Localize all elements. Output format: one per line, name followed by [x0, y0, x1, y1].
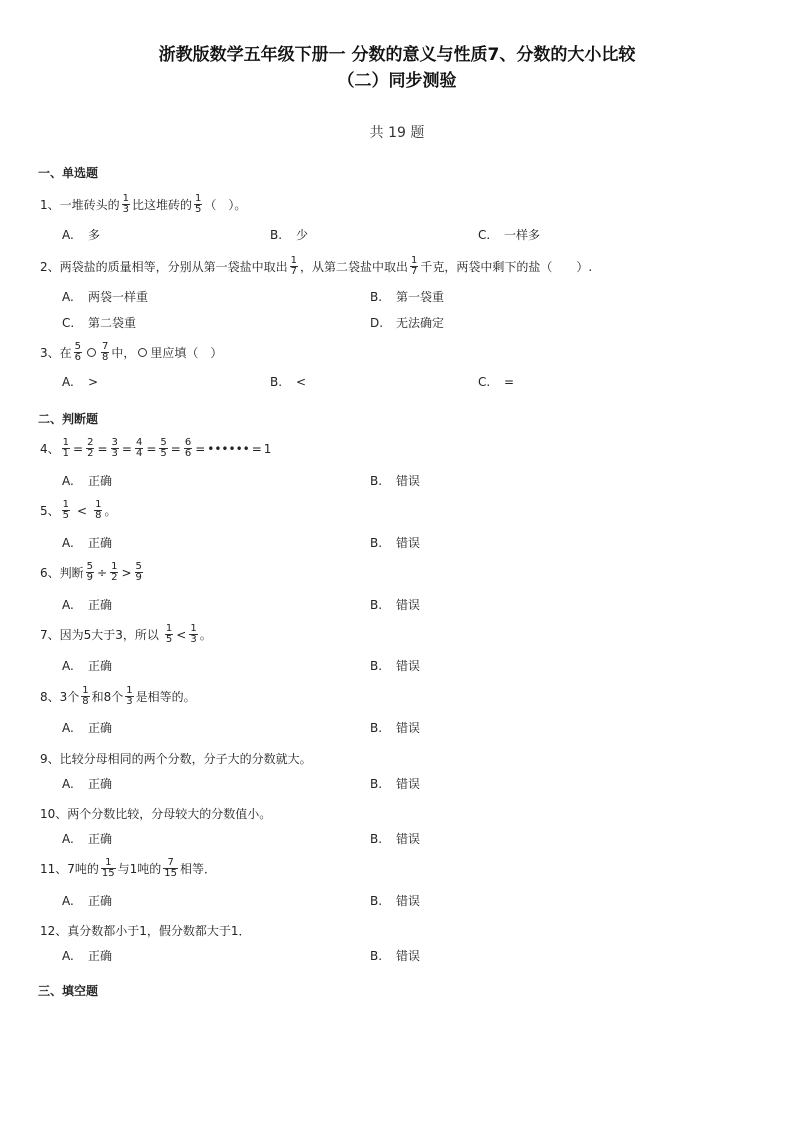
- fraction: $\frac{1}{3}$: [126, 685, 133, 707]
- fraction: $\frac{7}{8}$: [102, 341, 109, 363]
- option-b[interactable]: B. 错误: [370, 777, 421, 791]
- fraction: $\frac{5}{9}$: [86, 561, 94, 583]
- section-heading-true-false: 二、判断题: [38, 412, 99, 426]
- option-c[interactable]: C. 一样多: [478, 228, 541, 242]
- question-number: 12、: [40, 924, 68, 938]
- option-b[interactable]: B. 错误: [370, 832, 421, 846]
- option-b[interactable]: B. 第一袋重: [370, 290, 445, 304]
- question-text: 相等．: [180, 862, 217, 876]
- page-title-line2: （二）同步测验: [337, 71, 457, 91]
- fraction: $\frac{1}{2}$: [111, 561, 118, 583]
- question-text: 比较分母相同的两个分数，分子大的分数就大。: [59, 752, 312, 766]
- option-c[interactable]: C. =: [478, 375, 515, 389]
- fraction: $\frac{1}{15}$: [101, 857, 115, 879]
- question-text: 比这堆砖的: [132, 198, 193, 212]
- fraction: $\frac{1}{8}$: [82, 685, 89, 707]
- question-text: 千克，两袋中剩下的盐（ ）.: [420, 260, 593, 274]
- option-b[interactable]: B. 少: [270, 228, 309, 242]
- question-text: 两袋盐的质量相等，分别从第一袋盐中取出: [59, 260, 288, 274]
- question-text: 真分数都小于1，假分数都大于1．: [67, 924, 251, 938]
- fraction: $\frac{1}{1}$: [62, 437, 70, 459]
- fraction: $\frac{1}{7}$: [290, 255, 298, 277]
- question-number: 7、: [40, 628, 60, 642]
- option-a[interactable]: A. 正确: [62, 598, 113, 612]
- question-count: 共 19 题: [369, 125, 425, 141]
- question-number: 11、: [40, 862, 68, 876]
- question-7: 7、 因为5大于3，所以 $\frac{1}{5}$ < $\frac{1}{3}$ 。: [40, 623, 212, 645]
- option-c[interactable]: C. 第二袋重: [62, 316, 137, 330]
- fraction: $\frac{1}{3}$: [190, 623, 197, 645]
- option-b[interactable]: B. 错误: [370, 949, 421, 963]
- option-a[interactable]: A. 多: [62, 228, 101, 242]
- fraction: $\frac{1}{5}$: [195, 193, 202, 215]
- question-number: 10、: [40, 807, 68, 821]
- fraction: $\frac{6}{6}$: [184, 437, 192, 459]
- fraction: $\frac{7}{15}$: [164, 857, 178, 879]
- option-a[interactable]: A. 正确: [62, 777, 113, 791]
- option-a[interactable]: A. 正确: [62, 894, 113, 908]
- fraction: $\frac{5}{9}$: [135, 561, 142, 583]
- question-number: 1、: [40, 198, 60, 212]
- question-1: [40, 194, 246, 215]
- fraction: $\frac{1}{8}$: [95, 499, 102, 521]
- option-b[interactable]: B. 错误: [370, 721, 421, 735]
- fraction: $\frac{1}{5}$: [165, 623, 173, 645]
- option-a[interactable]: A. >: [62, 375, 99, 389]
- option-a[interactable]: A. 正确: [62, 474, 113, 488]
- question-10: [40, 805, 271, 822]
- option-b[interactable]: B. 错误: [370, 474, 421, 488]
- option-b[interactable]: B. 错误: [370, 659, 421, 673]
- section-heading-fill-in: 三、填空题: [38, 984, 99, 998]
- question-9: [40, 750, 312, 767]
- question-3: [40, 342, 222, 363]
- question-number: 4、: [40, 442, 60, 456]
- fraction: $\frac{2}{2}$: [87, 437, 94, 459]
- fraction: $\frac{3}{3}$: [111, 437, 118, 459]
- question-text: 判断: [59, 566, 84, 580]
- option-a[interactable]: A. 正确: [62, 721, 113, 735]
- option-a[interactable]: A. 正确: [62, 832, 113, 846]
- question-text: 与1吨的: [117, 862, 162, 876]
- question-4: 4、 $\frac{1}{1}$ = $\frac{2}{2}$ = $\frac{3}{3}$ = $\frac{4}{4}$ = $\frac{5}{5}$ = $\frac{6}{6}$ = •••••• = 1: [40, 437, 272, 459]
- fraction: $\frac{1}{5}$: [62, 499, 70, 521]
- option-d[interactable]: D. 无法确定: [370, 316, 445, 330]
- question-2: [40, 256, 592, 277]
- question-number: 5、: [40, 504, 60, 518]
- question-text: 因为5大于3，所以: [59, 628, 159, 642]
- fraction: $\frac{5}{5}$: [160, 437, 167, 459]
- question-5: 5、 $\frac{1}{5}$ < $\frac{1}{8}$ 。: [40, 499, 117, 521]
- question-6: 6、 判断 $\frac{5}{9}$ ÷ $\frac{1}{2}$ > $\frac{5}{9}$: [40, 561, 142, 583]
- question-text: 在: [59, 346, 72, 360]
- circle-blank-icon: [87, 348, 96, 357]
- question-8: [40, 686, 196, 707]
- question-text: 两个分数比较，分母较大的分数值小。: [67, 807, 272, 821]
- question-number: 3、: [40, 346, 60, 360]
- page-title: 浙教版数学五年级下册一 分数的意义与性质7、分数的大小比较: [158, 45, 636, 65]
- option-a[interactable]: A. 正确: [62, 659, 113, 673]
- question-number: 8、: [40, 690, 60, 704]
- question-text: ，从第二袋盐中取出: [300, 260, 409, 274]
- question-text: 里应填（ ）: [150, 346, 223, 360]
- option-b[interactable]: B. 错误: [370, 894, 421, 908]
- question-text: （ ）。: [204, 198, 247, 212]
- question-text: 一堆砖头的: [59, 198, 120, 212]
- question-text: 和8个: [91, 690, 124, 704]
- question-text: 3个: [59, 690, 80, 704]
- option-b[interactable]: B. 错误: [370, 536, 421, 550]
- option-b[interactable]: B. 错误: [370, 598, 421, 612]
- section-heading-single-choice: 一、单选题: [38, 166, 99, 180]
- fraction: $\frac{1}{3}$: [122, 193, 130, 215]
- question-11: [40, 858, 216, 879]
- question-number: 6、: [40, 566, 60, 580]
- question-text: 是相等的。: [135, 690, 196, 704]
- fraction: $\frac{4}{4}$: [135, 437, 143, 459]
- option-a[interactable]: A. 正确: [62, 949, 113, 963]
- fraction: $\frac{1}{7}$: [411, 255, 418, 277]
- option-a[interactable]: A. 正确: [62, 536, 113, 550]
- option-b[interactable]: B. <: [270, 375, 307, 389]
- question-text: 中，: [111, 346, 136, 360]
- question-number: 9、: [40, 752, 60, 766]
- question-number: 2、: [40, 260, 60, 274]
- option-a[interactable]: A. 两袋一样重: [62, 290, 149, 304]
- fraction: $\frac{5}{6}$: [74, 341, 82, 363]
- circle-blank-icon: [138, 348, 147, 357]
- question-12: [40, 922, 251, 939]
- question-text: 7吨的: [67, 862, 99, 876]
